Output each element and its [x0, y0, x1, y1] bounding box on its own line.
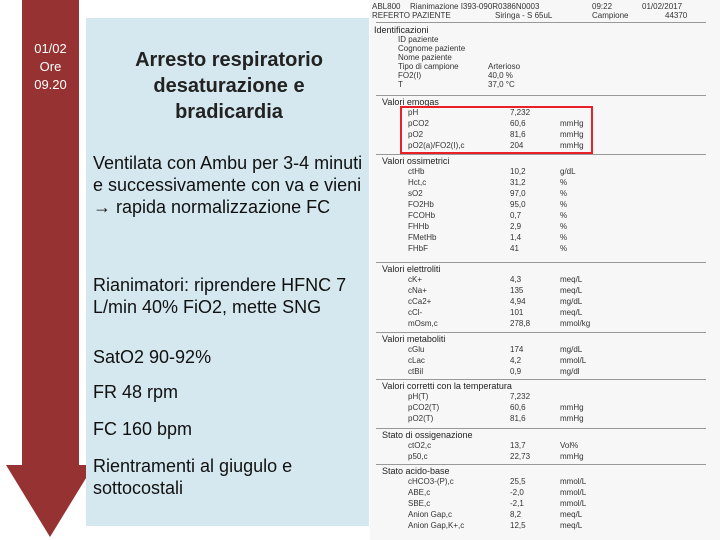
note-rianimatori — [93, 274, 365, 318]
report-campione: Campione — [592, 11, 629, 20]
value-label: pO2(a)/FO2(I),c — [408, 141, 465, 150]
value-number: 204 — [510, 141, 524, 150]
id-row-label: Nome paziente — [398, 53, 452, 62]
value-number: 7,232 — [510, 108, 531, 117]
id-row-value: 40,0 % — [488, 71, 513, 80]
id-row-value: Arterioso — [488, 62, 521, 71]
value-label: ctHb — [408, 167, 425, 176]
value-unit: mmol/L — [560, 499, 587, 508]
value-unit: Vol% — [560, 441, 579, 450]
report-section-title: Valori corretti con la temperatura — [382, 381, 512, 391]
value-number: 0,7 — [510, 211, 522, 220]
timeline-arrow-head — [6, 465, 94, 537]
timeline-ore-label: Ore — [39, 59, 62, 74]
value-label: FHbF — [408, 244, 428, 253]
value-label: cLac — [408, 356, 425, 365]
id-row-label: ID paziente — [398, 35, 439, 44]
value-unit: % — [560, 211, 568, 220]
value-label: Anion Gap,c — [408, 510, 453, 519]
value-unit: meq/L — [560, 308, 583, 317]
value-unit: mmHg — [560, 141, 584, 150]
value-number: 60,6 — [510, 403, 526, 412]
value-number: 135 — [510, 286, 524, 295]
value-label: ctO2,c — [408, 441, 432, 450]
value-number: -2,1 — [510, 499, 524, 508]
value-number: 1,4 — [510, 233, 522, 242]
id-row-value: 37,0 °C — [488, 80, 515, 89]
value-label: cHCO3-(P),c — [408, 477, 454, 486]
value-unit: mmHg — [560, 403, 584, 412]
report-section-title: Stato di ossigenazione — [382, 430, 473, 440]
value-number: 2,9 — [510, 222, 522, 231]
value-label: p50,c — [408, 452, 428, 461]
value-number: 8,2 — [510, 510, 522, 519]
value-number: 0,9 — [510, 367, 522, 376]
report-divider — [376, 95, 706, 96]
report-time: 09:22 — [592, 2, 613, 11]
value-label: mOsm,c — [408, 319, 438, 328]
value-unit: % — [560, 189, 568, 198]
report-divider — [376, 154, 706, 155]
value-unit: mmol/L — [560, 477, 587, 486]
value-label: cCa2+ — [408, 297, 432, 306]
timeline-time: 09.20 — [34, 77, 67, 92]
value-unit: mg/dL — [560, 345, 583, 354]
value-label: pCO2(T) — [408, 403, 440, 412]
value-unit: mmHg — [560, 119, 584, 128]
value-unit: mg/dl — [560, 367, 580, 376]
value-number: 97,0 — [510, 189, 526, 198]
value-label: SBE,c — [408, 499, 431, 508]
id-row-label: Cognome paziente — [398, 44, 466, 53]
value-unit: meq/L — [560, 286, 583, 295]
section-identificazioni: Identificazioni — [374, 25, 429, 35]
value-unit: mmHg — [560, 130, 584, 139]
report-date: 01/02/2017 — [642, 2, 683, 11]
value-number: 278,8 — [510, 319, 531, 328]
report-divider — [376, 22, 706, 23]
value-number: -2,0 — [510, 488, 524, 497]
value-number: 13,7 — [510, 441, 526, 450]
report-title: REFERTO PAZIENTE — [372, 11, 451, 20]
value-unit: % — [560, 244, 568, 253]
report-device-id: Rianimazione I393-090R0386N0003 — [410, 2, 540, 11]
value-label: FO2Hb — [408, 200, 434, 209]
value-number: 7,232 — [510, 392, 531, 401]
report-device: ABL800 — [372, 2, 401, 11]
report-divider — [376, 379, 706, 380]
note-sato2: SatO2 90-92% — [93, 347, 212, 367]
report-divider — [376, 464, 706, 465]
value-number: 81,6 — [510, 414, 526, 423]
value-unit: g/dL — [560, 167, 576, 176]
report-section-title: Valori metaboliti — [382, 334, 446, 344]
note-ventilation: Ventilata con Ambu per 3-4 minuti e successivamente con va e vieni → rapida normalizzazione FC — [93, 153, 363, 217]
value-label: pCO2 — [408, 119, 429, 128]
value-label: cK+ — [408, 275, 423, 284]
value-label: FMetHb — [408, 233, 437, 242]
value-label: cGlu — [408, 345, 425, 354]
value-number: 81,6 — [510, 130, 526, 139]
note-rientramenti: Rientramenti al giugulo e sottocostali — [93, 456, 293, 498]
value-number: 12,5 — [510, 521, 526, 530]
slide-title: Arresto respiratorio desaturazione e bradicardia — [135, 49, 323, 123]
value-label: ctBil — [408, 367, 424, 376]
value-number: 4,3 — [510, 275, 522, 284]
id-row-label: FO2(I) — [398, 71, 422, 80]
value-unit: mmol/L — [560, 356, 587, 365]
value-label: ABE,c — [408, 488, 431, 497]
value-label: FHHb — [408, 222, 429, 231]
report-section-title: Valori elettroliti — [382, 264, 441, 274]
value-unit: % — [560, 178, 568, 187]
value-number: 101 — [510, 308, 524, 317]
value-unit: meq/L — [560, 510, 583, 519]
value-number: 41 — [510, 244, 519, 253]
value-number: 95,0 — [510, 200, 526, 209]
value-unit: mmol/L — [560, 488, 587, 497]
value-unit: % — [560, 222, 568, 231]
value-label: pH(T) — [408, 392, 429, 401]
id-row-label: Tipo di campione — [398, 62, 459, 71]
value-number: 60,6 — [510, 119, 526, 128]
value-label: cNa+ — [408, 286, 427, 295]
report-divider — [376, 428, 706, 429]
value-unit: % — [560, 233, 568, 242]
value-number: 10,2 — [510, 167, 526, 176]
value-label: sO2 — [408, 189, 423, 198]
note-fr: FR 48 rpm — [93, 382, 179, 402]
value-unit: mg/dL — [560, 297, 583, 306]
value-number: 25,5 — [510, 477, 526, 486]
value-number: 4,94 — [510, 297, 526, 306]
value-number: 4,2 — [510, 356, 522, 365]
value-label: pO2 — [408, 130, 424, 139]
id-row-label: T — [398, 80, 403, 89]
value-number: 22,73 — [510, 452, 531, 461]
note-fc: FC 160 bpm — [93, 419, 193, 439]
report-syringe: Siringa - S 65uL — [495, 11, 553, 20]
value-label: Anion Gap,K+,c — [408, 521, 465, 530]
value-unit: mmol/kg — [560, 319, 591, 328]
timeline-date: 01/02 — [34, 41, 67, 56]
value-label: pO2(T) — [408, 414, 434, 423]
note-rianimatori-text: Rianimatori: riprendere HFNC 7 L/min 40% FiO2, mette SNG — [93, 275, 347, 317]
value-unit: meq/L — [560, 275, 583, 284]
blood-gas-report — [370, 0, 720, 540]
value-unit: % — [560, 200, 568, 209]
value-number: 174 — [510, 345, 524, 354]
report-divider — [376, 262, 706, 263]
value-label: pH — [408, 108, 419, 117]
report-section-title: Valori emogas — [382, 97, 439, 107]
value-label: FCOHb — [408, 211, 436, 220]
report-section-title: Stato acido-base — [382, 466, 450, 476]
value-unit: meq/L — [560, 521, 583, 530]
value-label: Hct,c — [408, 178, 427, 187]
value-number: 31,2 — [510, 178, 526, 187]
report-section-title: Valori ossimetrici — [382, 156, 450, 166]
report-sample-number: 44370 — [665, 11, 688, 20]
emogas-highlight-box — [400, 106, 593, 154]
value-unit: mmHg — [560, 414, 584, 423]
value-label: cCl- — [408, 308, 423, 317]
report-divider — [376, 332, 706, 333]
value-unit: mmHg — [560, 452, 584, 461]
